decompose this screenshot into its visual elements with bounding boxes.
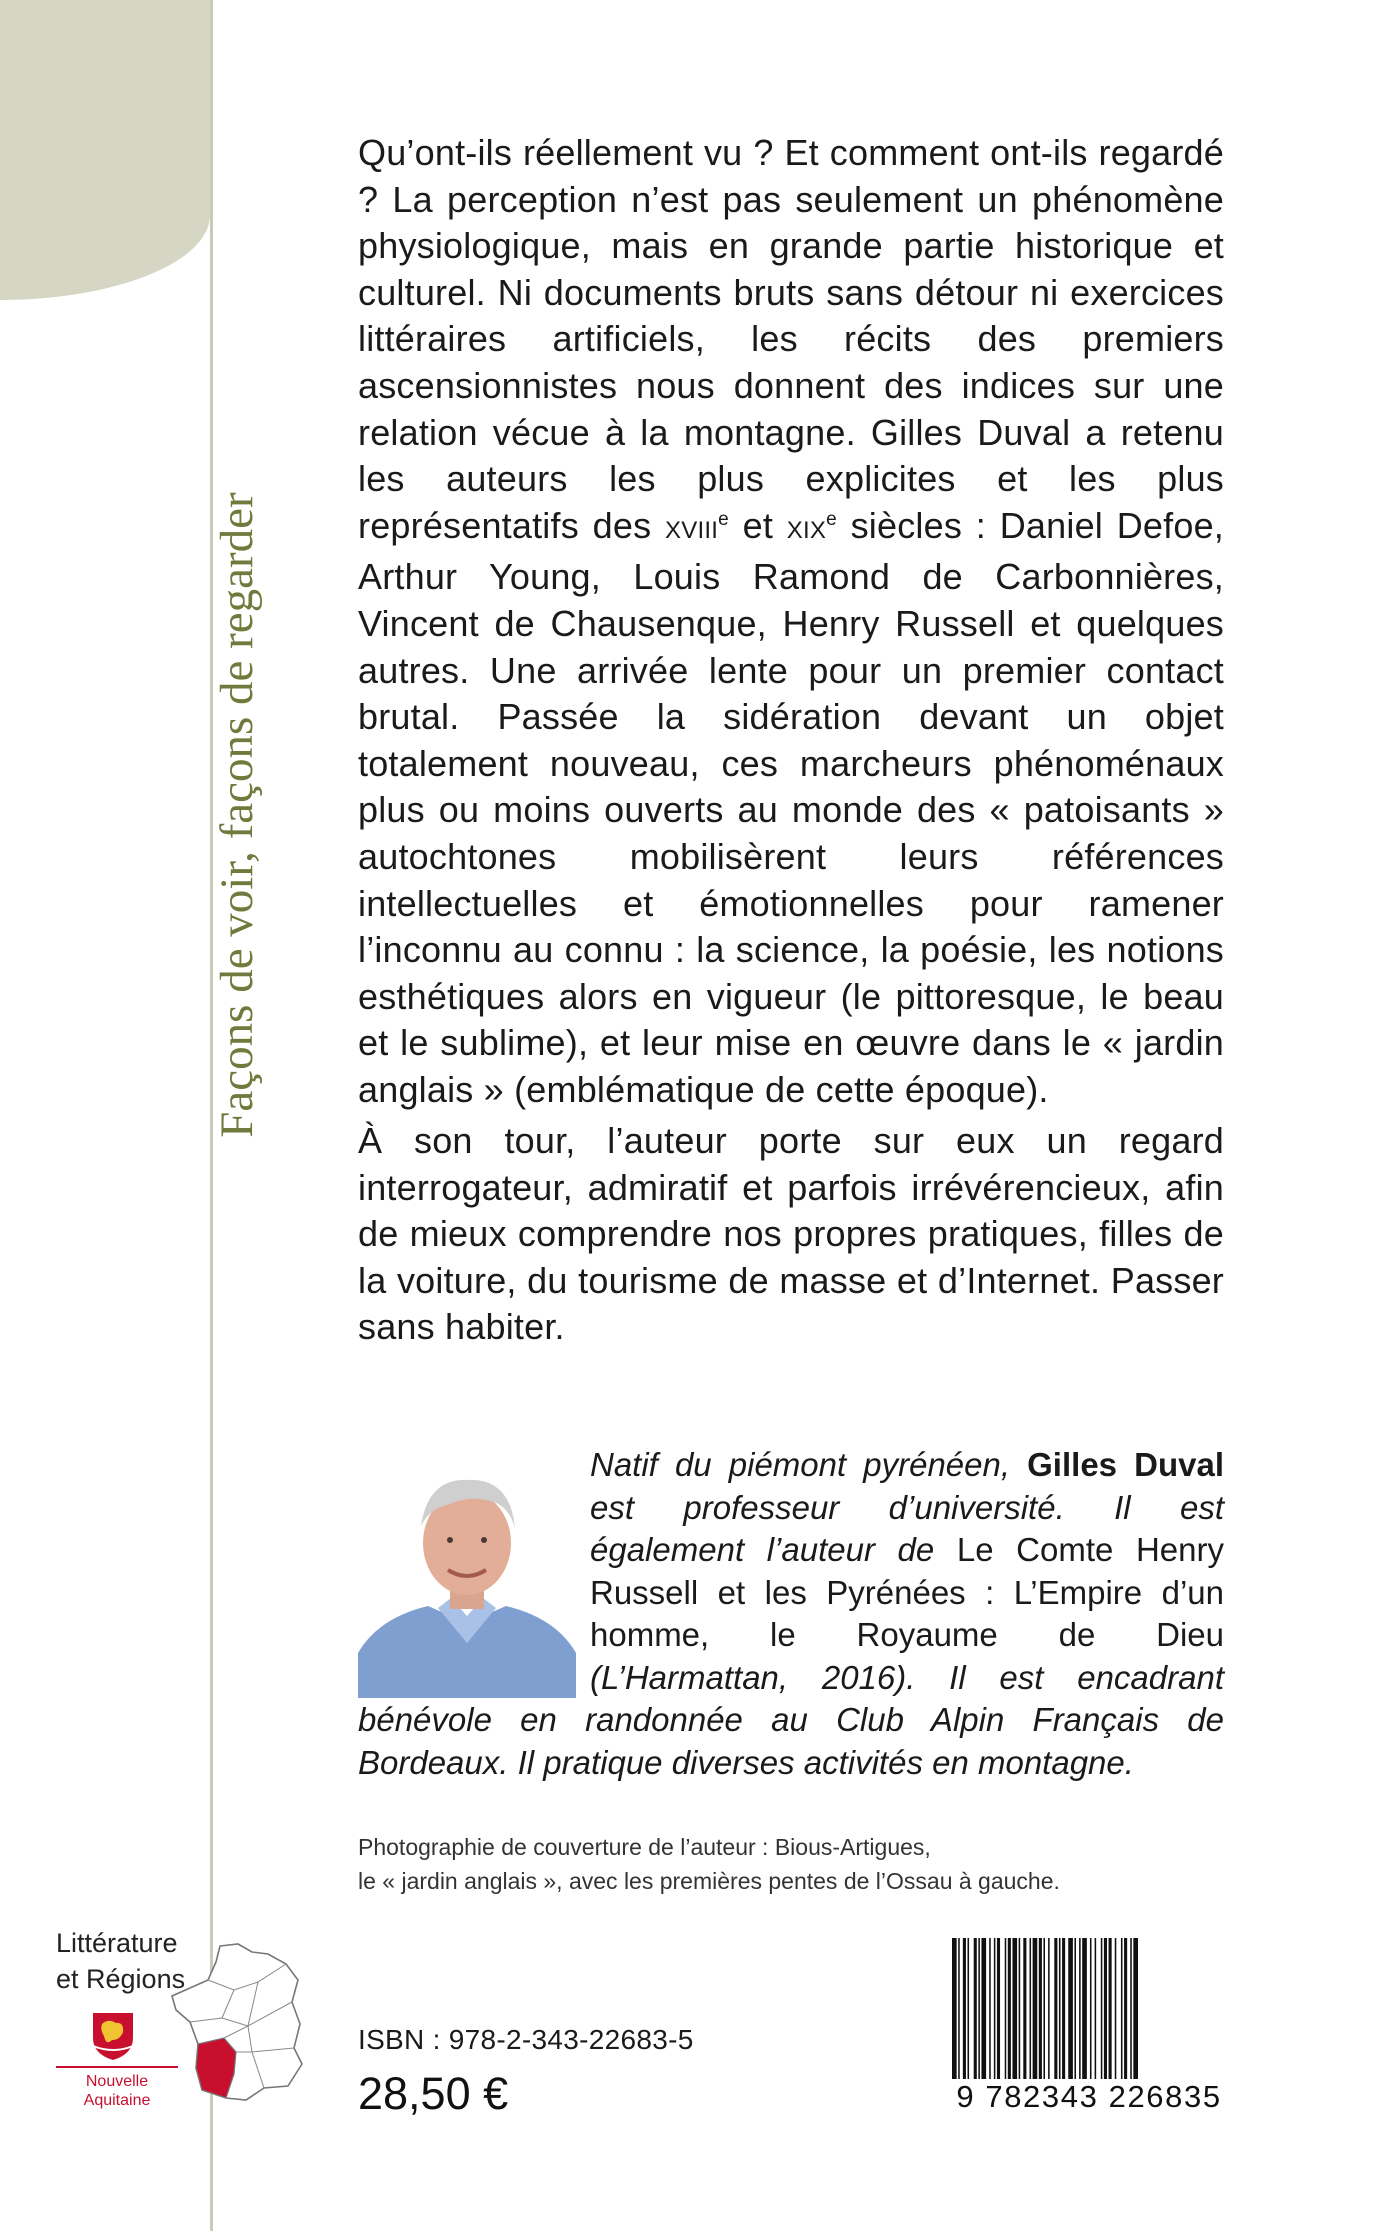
barcode-bar [1008, 1938, 1011, 2088]
barcode-bar [994, 1938, 996, 2088]
barcode-bar [1019, 1938, 1021, 2088]
author-name: Gilles Duval [1027, 1446, 1224, 1483]
barcode-bar [1023, 1938, 1026, 2088]
superscript-e: e [826, 508, 837, 530]
barcode-bar [1090, 1938, 1092, 2088]
barcode-bar [963, 1938, 966, 2088]
bio-part-2: est professeur d’université. Il est également l’auteur de [590, 1488, 1224, 1568]
barcode-bar [1048, 1938, 1050, 2088]
blurb-text-a: Qu’ont-ils réellement vu ? Et comment ont-ils regardé ? La perception n’est pas seulement un phénomène physiologique, mais en grande partie historique et culturel. Ni documents bruts sans détour ni exercices littéraires artificiels, les récits des premiers ascensionnistes nous donnent des indices sur une relation vécue à la montagne. Gilles Duval a retenu les auteurs les plus explicites et les plus représentatifs des [358, 132, 1224, 546]
barcode-bar [1124, 1938, 1127, 2088]
barcode-bar [968, 1938, 970, 2088]
barcode-bar [1033, 1938, 1038, 2088]
france-map-icon [168, 1940, 308, 2110]
barcode-bar [1062, 1938, 1065, 2088]
price: 28,50 € [358, 2068, 509, 2119]
barcode-bar [1079, 1938, 1081, 2088]
barcode-bar [1068, 1938, 1073, 2088]
region-line1: Nouvelle [85, 2073, 149, 2090]
barcode-bar [997, 1938, 1000, 2088]
barcode-bar [1012, 1938, 1017, 2088]
bio-part-3: (L’Harmattan, 2016). Il est encadrant bénévole en randonnée au Club Alpin Français de Bordeaux. Il pratique diverses activités en montagne. [358, 1658, 1224, 1781]
spine-title: Façons de voir, façons de regarder [211, 492, 263, 1138]
barcode-bar [1101, 1938, 1103, 2088]
barcode-bar [1121, 1938, 1123, 2088]
isbn: ISBN : 978-2-343-22683-5 [358, 2024, 694, 2055]
barcode-bar [1074, 1938, 1076, 2088]
collection-logo-text [56, 1925, 185, 1997]
photo-credit-line1: Photographie de couverture de l’auteur : Bious-Artigues, [358, 1834, 931, 1860]
barcode-bar [1115, 1938, 1117, 2088]
blurb-paragraph-2: À son tour, l’auteur porte sur eux un regard interrogateur, admiratif et parfois irrévérencieux, afin de mieux comprendre nos propres pratiques, filles de la voiture, du tourisme de masse et d’Internet. Passer sans habiter. [358, 1120, 1224, 1348]
blurb-text-b: siècles : Daniel Defoe, Arthur Young, Louis Ramond de Carbonnières, Vincent de Chausenque, Henry Russell et quelques autres. Une arrivée lente pour un premier contact brutal. Passée la sidération devant un objet totalement nouveau, ces marcheurs phénoménaux plus ou moins ouverts au monde des « patoisants » autochtones mobilisèrent leurs références intellectuelles et émotionnelles pour ramener l’inconnu au connu : la science, la poésie, les notions esthétiques alors en vigueur (le pittoresque, le beau et le sublime), et leur mise en œuvre dans le « jardin anglais » (emblématique de cette époque). [358, 504, 1224, 1110]
barcode-bar [989, 1938, 991, 2088]
barcode-bar [958, 1938, 960, 2088]
side-panel [0, 0, 210, 300]
barcode-bar [1095, 1938, 1097, 2088]
barcode-bar [1059, 1938, 1061, 2088]
region-crest-icon [90, 2010, 136, 2062]
photo-spacer [358, 1444, 590, 1684]
barcode-bar [981, 1938, 986, 2088]
barcode-bar [1039, 1938, 1042, 2088]
collection-line2: et Régions [56, 1964, 186, 1994]
blurb-paragraph-1 [358, 130, 1224, 1113]
barcode-bar [1104, 1938, 1107, 2088]
barcode-bar [978, 1938, 980, 2088]
book-title: Le Comte Henry Russell et les Pyrénées : L’Empire d’un homme, le Royaume de Dieu [590, 1531, 1224, 1653]
barcode-bar [974, 1938, 977, 2088]
bio-part-1: Natif du piémont pyrénéen, [590, 1446, 1028, 1483]
crest-divider [56, 2066, 178, 2068]
barcode-bar [1030, 1938, 1032, 2088]
barcode-bar [1054, 1938, 1057, 2088]
collection-line1: Littérature [56, 1928, 178, 1958]
barcode-bar [1005, 1938, 1007, 2088]
photo-credit-line2: le « jardin anglais », avec les premières pentes de l’Ossau à gauche. [358, 1868, 1060, 1894]
barcode-number: 9 782343 226835 [948, 2079, 1230, 2115]
and-word: et [728, 504, 787, 546]
region-label [56, 2072, 178, 2110]
barcode-bar [1133, 1938, 1138, 2088]
barcode-bar [1082, 1938, 1087, 2088]
century-18: XVIII [665, 516, 719, 544]
barcode-bar [1109, 1938, 1112, 2088]
barcode-bar [952, 1938, 957, 2088]
barcode-bar [1130, 1938, 1132, 2088]
superscript-e: e [718, 508, 729, 530]
century-19: XIX [786, 516, 827, 544]
photo-credit [358, 1830, 1224, 1898]
barcode-bar [1043, 1938, 1045, 2088]
author-bio [358, 1444, 1224, 1784]
region-line2: Aquitaine [83, 2092, 151, 2109]
